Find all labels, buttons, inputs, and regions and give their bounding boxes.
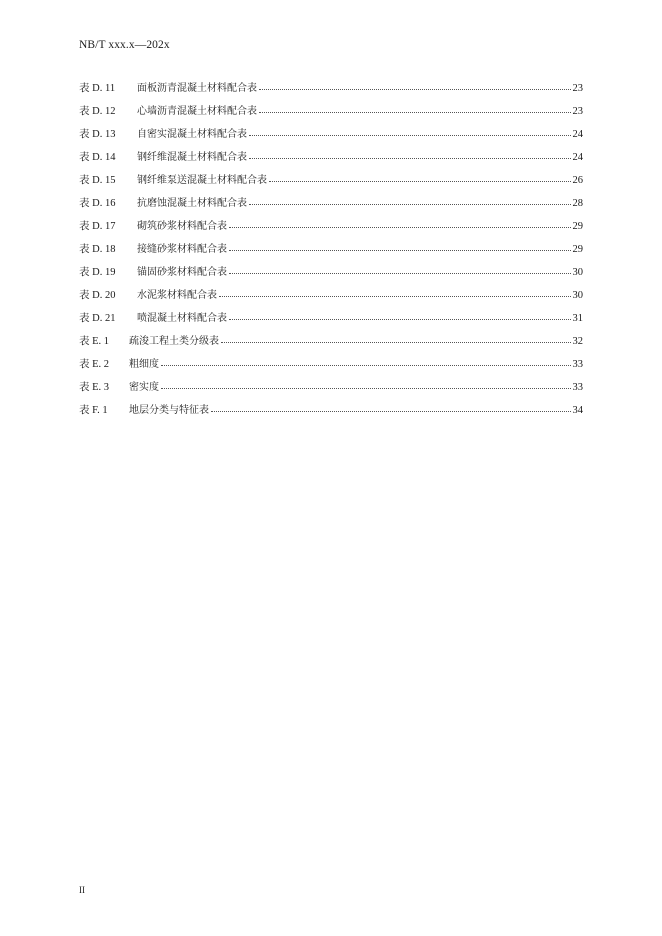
- toc-entry-title: 密实度: [129, 382, 159, 393]
- toc-entry-number: 表 D. 13: [79, 129, 116, 140]
- toc-entry-page: 23: [572, 83, 583, 94]
- toc-entry-number: 表 D. 15: [79, 175, 116, 186]
- toc-dot-leader: [269, 173, 571, 183]
- toc-dot-leader: [229, 311, 571, 321]
- table-of-contents: [79, 79, 583, 424]
- toc-entry-title: 心墙沥青混凝土材料配合表: [137, 106, 257, 117]
- toc-entry-title: 砌筑砂浆材料配合表: [137, 221, 227, 232]
- toc-entry[interactable]: [79, 263, 583, 286]
- toc-entry-number: 表 D. 17: [79, 221, 116, 232]
- page-number-footer: II: [79, 885, 85, 895]
- toc-dot-leader: [249, 196, 571, 206]
- toc-entry-number: 表 F. 1: [79, 405, 108, 416]
- toc-dot-leader: [161, 357, 571, 367]
- toc-entry-page: 31: [572, 313, 583, 324]
- toc-entry-number: 表 D. 20: [79, 290, 116, 301]
- toc-entry-page: 33: [572, 359, 583, 370]
- toc-entry-number: 表 E. 3: [79, 382, 110, 393]
- toc-dot-leader: [229, 265, 571, 275]
- toc-entry-number: 表 D. 19: [79, 267, 116, 278]
- toc-entry-title: 自密实混凝土材料配合表: [137, 129, 247, 140]
- toc-entry-number: 表 D. 14: [79, 152, 116, 163]
- toc-entry-page: 24: [572, 129, 583, 140]
- document-code-header: NB/T xxx.x—202x: [79, 39, 170, 51]
- toc-entry[interactable]: [79, 286, 583, 309]
- toc-entry[interactable]: [79, 240, 583, 263]
- toc-dot-leader: [259, 81, 571, 91]
- toc-dot-leader: [249, 127, 571, 137]
- toc-entry[interactable]: [79, 309, 583, 332]
- toc-entry-number: 表 D. 21: [79, 313, 116, 324]
- toc-entry-page: 30: [572, 290, 583, 301]
- toc-entry-page: 24: [572, 152, 583, 163]
- toc-entry-title: 钢纤维泵送混凝土材料配合表: [137, 175, 267, 186]
- toc-entry-page: 32: [572, 336, 583, 347]
- toc-dot-leader: [219, 288, 571, 298]
- toc-entry-title: 抗磨蚀混凝土材料配合表: [137, 198, 247, 209]
- toc-entry-title: 锚固砂浆材料配合表: [137, 267, 227, 278]
- toc-dot-leader: [221, 334, 571, 344]
- toc-entry-number: 表 D. 18: [79, 244, 116, 255]
- toc-entry[interactable]: [79, 217, 583, 240]
- toc-entry-page: 33: [572, 382, 583, 393]
- toc-entry[interactable]: [79, 102, 583, 125]
- toc-entry[interactable]: [79, 171, 583, 194]
- toc-entry-number: 表 D. 16: [79, 198, 116, 209]
- toc-entry[interactable]: [79, 79, 583, 102]
- toc-entry-number: 表 D. 12: [79, 106, 116, 117]
- toc-entry[interactable]: [79, 401, 583, 424]
- toc-entry[interactable]: [79, 332, 583, 355]
- toc-entry-title: 喷混凝土材料配合表: [137, 313, 227, 324]
- toc-entry-page: 34: [572, 405, 583, 416]
- toc-entry-number: 表 D. 11: [79, 83, 116, 94]
- toc-dot-leader: [229, 242, 571, 252]
- toc-entry-page: 23: [572, 106, 583, 117]
- toc-entry-title: 接缝砂浆材料配合表: [137, 244, 227, 255]
- toc-entry-title: 水泥浆材料配合表: [137, 290, 217, 301]
- toc-dot-leader: [229, 219, 571, 229]
- toc-entry-title: 面板沥青混凝土材料配合表: [137, 83, 257, 94]
- toc-entry-page: 28: [572, 198, 583, 209]
- toc-entry-title: 地层分类与特征表: [129, 405, 209, 416]
- toc-entry[interactable]: [79, 378, 583, 401]
- toc-entry-page: 29: [572, 244, 583, 255]
- toc-entry-number: 表 E. 2: [79, 359, 110, 370]
- toc-dot-leader: [259, 104, 571, 114]
- toc-entry-page: 26: [572, 175, 583, 186]
- toc-entry-title: 钢纤维混凝土材料配合表: [137, 152, 247, 163]
- toc-entry-title: 粗细度: [129, 359, 159, 370]
- toc-entry[interactable]: [79, 194, 583, 217]
- toc-entry[interactable]: [79, 355, 583, 378]
- toc-entry[interactable]: [79, 148, 583, 171]
- toc-entry[interactable]: [79, 125, 583, 148]
- toc-entry-title: 疏浚工程土类分级表: [129, 336, 219, 347]
- toc-dot-leader: [211, 403, 571, 413]
- toc-entry-number: 表 E. 1: [79, 336, 110, 347]
- toc-dot-leader: [249, 150, 571, 160]
- toc-dot-leader: [161, 380, 571, 390]
- toc-entry-page: 30: [572, 267, 583, 278]
- toc-entry-page: 29: [572, 221, 583, 232]
